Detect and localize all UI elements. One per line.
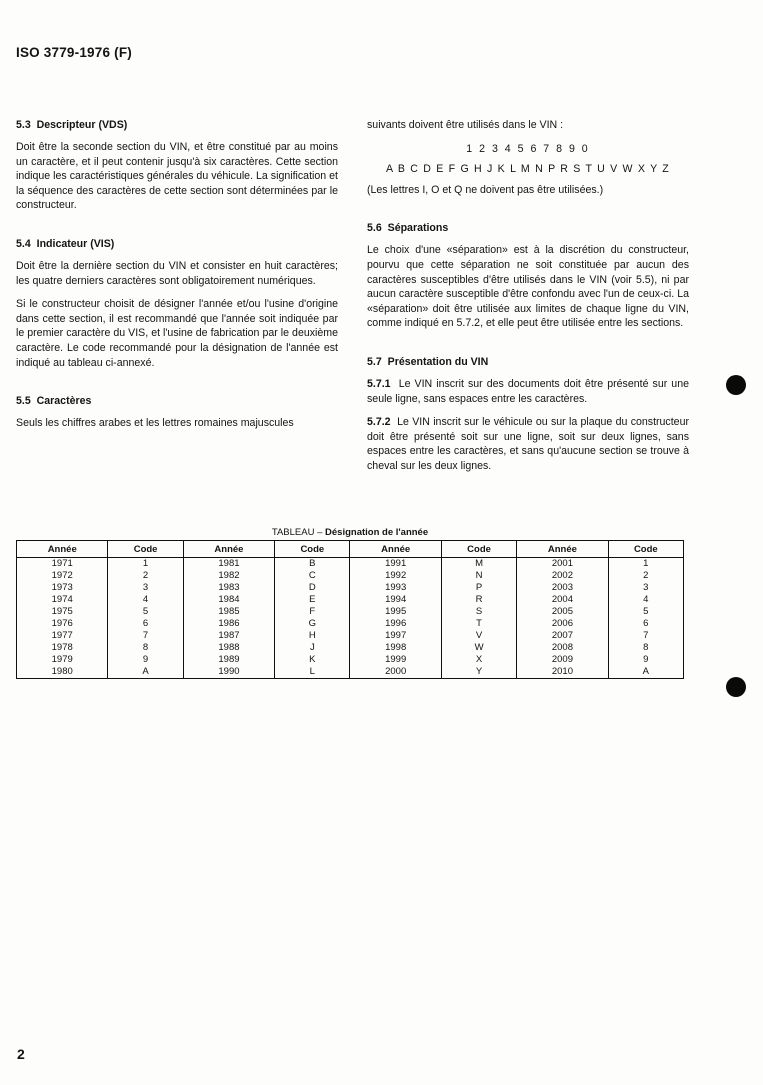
table-caption-title: Désignation de l'année — [325, 527, 429, 538]
subsection-number: 5.7.1 — [367, 377, 391, 390]
year-cell: 2008 — [517, 642, 608, 654]
code-cell: 4 — [108, 594, 183, 606]
year-cell: 1971 — [17, 558, 108, 571]
year-cell: 1991 — [350, 558, 441, 571]
code-cell: 2 — [608, 570, 683, 582]
section-number: 5.7 — [367, 355, 382, 368]
code-cell: P — [441, 582, 516, 594]
code-cell: M — [441, 558, 516, 571]
code-cell: X — [441, 654, 516, 666]
section-title: Indicateur (VIS) — [36, 237, 115, 250]
year-cell: 1998 — [350, 642, 441, 654]
table-row — [17, 570, 684, 582]
year-cell: 1976 — [17, 618, 108, 630]
code-cell: 1 — [608, 558, 683, 571]
year-cell: 1975 — [17, 606, 108, 618]
margin-bullet-mark — [726, 375, 746, 395]
column-header: Code — [108, 541, 183, 558]
year-cell: 2005 — [517, 606, 608, 618]
code-cell: D — [275, 582, 350, 594]
year-cell: 2010 — [517, 666, 608, 679]
subsection-number: 5.7.2 — [367, 416, 391, 429]
left-column — [16, 118, 338, 455]
section-title: Caractères — [36, 395, 92, 408]
year-cell: 1982 — [183, 570, 274, 582]
code-cell: 6 — [608, 618, 683, 630]
year-cell: 1987 — [183, 630, 274, 642]
code-cell: 5 — [608, 606, 683, 618]
code-cell: A — [608, 666, 683, 679]
code-cell: Y — [441, 666, 516, 679]
year-cell: 1980 — [17, 666, 108, 679]
section-5-5 — [16, 394, 338, 431]
year-cell: 1999 — [350, 654, 441, 666]
section-5-6-paragraph: Le choix d'une «séparation» est à la discrétion du constructeur, pourvu que cette séparation ne soit constituée par aucun des caractères susceptibles d'être utilisés dans le VIN (voir 5.5), ni par aucun caractère susceptible d'être confondu avec l'un de ceux-ci. La «séparation» doit être utilisée aux limites de chaque ligne du VIN, comme indiqué en 5.7.2, et elle peut être utilisée entre les sections. — [367, 244, 689, 330]
section-5-7 — [367, 355, 689, 474]
code-cell: 5 — [108, 606, 183, 618]
code-cell: H — [275, 630, 350, 642]
code-cell: 4 — [608, 594, 683, 606]
subsection-text: Le VIN inscrit sur des documents doit être présenté sur une seule ligne, sans espaces entre les caractères. — [367, 377, 689, 405]
table-caption-prefix: TABLEAU – — [271, 527, 323, 538]
year-cell: 1990 — [183, 666, 274, 679]
year-designation-table — [16, 540, 684, 679]
year-cell: 1978 — [17, 642, 108, 654]
year-cell: 1996 — [350, 618, 441, 630]
code-cell: 3 — [608, 582, 683, 594]
table-row — [17, 594, 684, 606]
section-number: 5.5 — [16, 395, 31, 408]
year-cell: 1983 — [183, 582, 274, 594]
year-cell: 2004 — [517, 594, 608, 606]
code-cell: 8 — [608, 642, 683, 654]
year-cell: 1992 — [350, 570, 441, 582]
year-cell: 1985 — [183, 606, 274, 618]
code-cell: 2 — [108, 570, 183, 582]
code-cell: T — [441, 618, 516, 630]
year-cell: 1995 — [350, 606, 441, 618]
code-cell: L — [275, 666, 350, 679]
year-cell: 1993 — [350, 582, 441, 594]
section-5-3-paragraph: Doit être la seconde section du VIN, et être constitué par au moins un caractère, et il peut contenir jusqu'à six caractères. Cette section indique les caractéristiques générales du véhicule. La signification et la séquence des caractères de cette section sont déterminées par le constructeur. — [16, 141, 338, 212]
section-5-7-1-paragraph — [367, 377, 689, 406]
table-header-row — [17, 541, 684, 558]
year-cell: 2003 — [517, 582, 608, 594]
allowed-letters: A B C D E F G H J K L M N P R S T U V W X Y Z — [386, 163, 670, 176]
year-cell: 2001 — [517, 558, 608, 571]
table-row — [17, 618, 684, 630]
code-cell: 9 — [108, 654, 183, 666]
year-cell: 1986 — [183, 618, 274, 630]
column-header: Code — [441, 541, 516, 558]
section-5-5-continued — [367, 118, 689, 197]
code-cell: S — [441, 606, 516, 618]
year-cell: 2000 — [350, 666, 441, 679]
year-cell: 1981 — [183, 558, 274, 571]
code-cell: 3 — [108, 582, 183, 594]
year-cell: 2006 — [517, 618, 608, 630]
section-5-7-2-paragraph — [367, 415, 689, 473]
section-5-5-paragraph-cont: suivants doivent être utilisés dans le VIN : — [367, 119, 564, 131]
year-cell: 1979 — [17, 654, 108, 666]
year-cell: 2002 — [517, 570, 608, 582]
code-cell: N — [441, 570, 516, 582]
column-header: Année — [17, 541, 108, 558]
code-cell: G — [275, 618, 350, 630]
section-5-6 — [367, 221, 689, 331]
code-cell: A — [108, 666, 183, 679]
section-5-6-heading — [367, 221, 689, 235]
section-5-3-heading — [16, 118, 338, 132]
section-5-4-paragraph-2: Si le constructeur choisit de désigner l'année et/ou l'usine d'origine dans cette section, il est recommandé que l'année soit indiquée par le premier caractère du VIS, et l'usine de fabrication par le deuxième caractère. Le code recommandé pour la désignation de l'année est indiqué au tableau ci-annexé. — [16, 298, 338, 369]
table-row — [17, 606, 684, 618]
table-row — [17, 630, 684, 642]
code-cell: W — [441, 642, 516, 654]
year-cell: 1977 — [17, 630, 108, 642]
year-cell: 1972 — [17, 570, 108, 582]
table-row — [17, 558, 684, 571]
code-cell: 6 — [108, 618, 183, 630]
code-cell: 1 — [108, 558, 183, 571]
code-cell: 8 — [108, 642, 183, 654]
code-cell: K — [275, 654, 350, 666]
section-5-4-heading — [16, 237, 338, 251]
section-title: Descripteur (VDS) — [36, 119, 128, 131]
year-cell: 1974 — [17, 594, 108, 606]
section-5-7-heading — [367, 355, 689, 369]
year-cell: 1988 — [183, 642, 274, 654]
year-cell: 1973 — [17, 582, 108, 594]
allowed-digits: 1 2 3 4 5 6 7 8 9 0 — [466, 142, 590, 155]
code-cell: R — [441, 594, 516, 606]
year-cell: 2009 — [517, 654, 608, 666]
column-header: Année — [517, 541, 608, 558]
document-header: ISO 3779-1976 (F) — [16, 45, 132, 60]
code-cell: J — [275, 642, 350, 654]
table-row — [17, 666, 684, 679]
table-caption — [0, 527, 700, 538]
code-cell: C — [275, 570, 350, 582]
column-header: Année — [350, 541, 441, 558]
section-title: Séparations — [387, 222, 449, 235]
code-cell: E — [275, 594, 350, 606]
section-number: 5.4 — [16, 237, 31, 250]
section-5-4-paragraph-1: Doit être la dernière section du VIN et consister en huit caractères; les quatre derniers caractères sont obligatoirement numériques. — [16, 259, 338, 287]
table-row — [17, 642, 684, 654]
year-cell: 1989 — [183, 654, 274, 666]
code-cell: 7 — [608, 630, 683, 642]
code-cell: V — [441, 630, 516, 642]
section-5-5-heading — [16, 394, 338, 408]
table-body — [17, 558, 684, 679]
year-cell: 1994 — [350, 594, 441, 606]
column-header: Code — [608, 541, 683, 558]
code-cell: 7 — [108, 630, 183, 642]
section-5-5-paragraph: Seuls les chiffres arabes et les lettres romaines majuscules — [16, 417, 294, 430]
excluded-letters-note: (Les lettres I, O et Q ne doivent pas être utilisées.) — [367, 183, 604, 196]
section-5-4 — [16, 237, 338, 370]
year-cell: 2007 — [517, 630, 608, 642]
column-header: Code — [275, 541, 350, 558]
table-row — [17, 582, 684, 594]
margin-bullet-mark — [726, 677, 746, 697]
code-cell: B — [275, 558, 350, 571]
subsection-text: Le VIN inscrit sur le véhicule ou sur la plaque du constructeur doit être présenté soit sur une ligne, soit sur deux lignes, sans espaces entre les caractères, et sans qu'aucune section se trouve à cheval sur les deux lignes. — [367, 416, 689, 472]
year-cell: 1997 — [350, 630, 441, 642]
table-row — [17, 654, 684, 666]
right-column — [367, 118, 689, 498]
page-number: 2 — [17, 1046, 25, 1062]
column-header: Année — [183, 541, 274, 558]
section-number: 5.3 — [16, 119, 31, 131]
year-cell: 1984 — [183, 594, 274, 606]
section-5-3 — [16, 118, 338, 213]
section-number: 5.6 — [367, 222, 382, 235]
code-cell: F — [275, 606, 350, 618]
code-cell: 9 — [608, 654, 683, 666]
section-title: Présentation du VIN — [387, 355, 489, 368]
